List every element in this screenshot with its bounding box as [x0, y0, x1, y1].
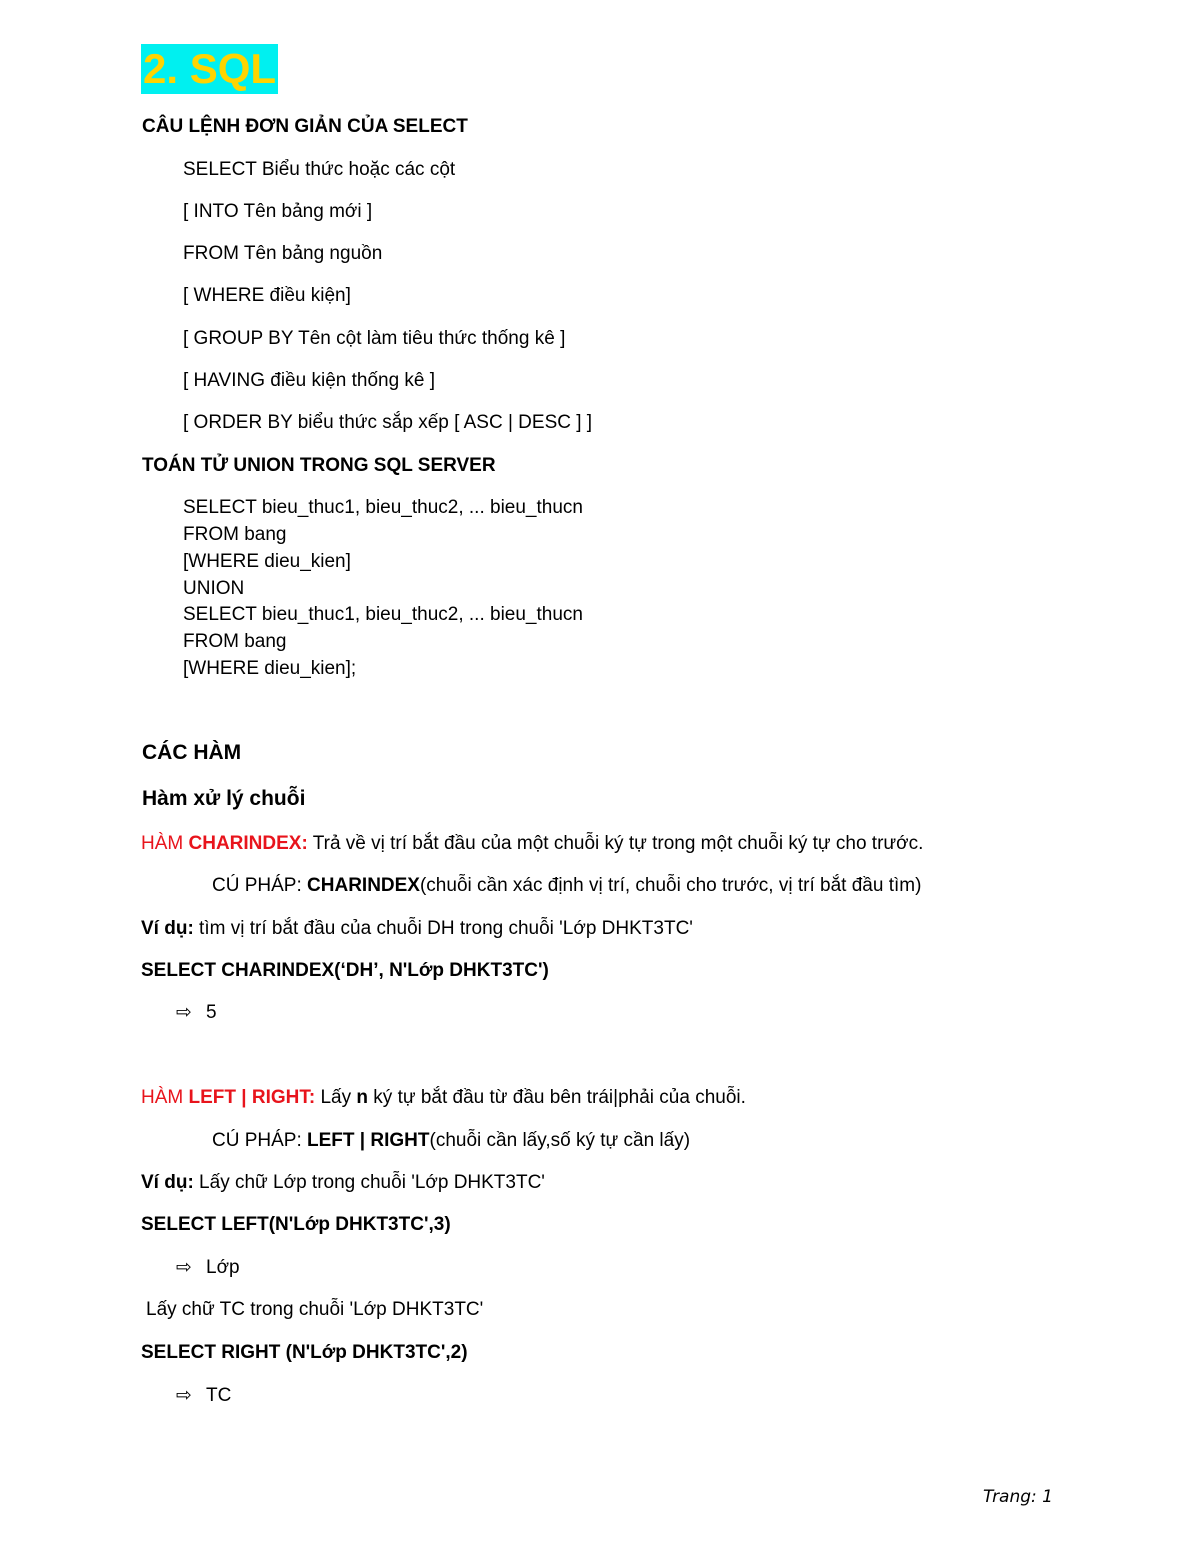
select-line: [ ORDER BY biểu thức sắp xếp [ ASC | DESC ] ]	[183, 412, 593, 433]
arrow-right-icon: ⇨	[176, 1257, 192, 1278]
leftright-description	[141, 1086, 746, 1110]
union-line: FROM bang	[183, 631, 287, 652]
syntax-name: LEFT | RIGHT	[307, 1130, 430, 1151]
syntax-args: (chuỗi cần xác định vị trí, chuỗi cho trước, vị trí bắt đầu tìm)	[419, 875, 922, 896]
arrow-right-icon: ⇨	[176, 1002, 192, 1023]
select-line: [ GROUP BY Tên cột làm tiêu thức thống kê ]	[183, 328, 566, 349]
union-line: [WHERE dieu_kien]	[183, 551, 351, 572]
charindex-prefix: HÀM	[141, 833, 189, 854]
select-line: [ HAVING điều kiện thống kê ]	[183, 370, 436, 391]
charindex-result	[176, 1001, 217, 1025]
syntax-args: (chuỗi cần lấy,số ký tự cần lấy)	[429, 1130, 691, 1151]
charindex-name: CHARINDEX:	[188, 833, 308, 854]
page-number: Trang: 1	[983, 1487, 1053, 1507]
arrow-right-icon: ⇨	[176, 1385, 192, 1406]
charindex-description	[141, 832, 923, 856]
charindex-example	[141, 917, 693, 941]
union-line: [WHERE dieu_kien];	[183, 658, 357, 679]
union-line: SELECT bieu_thuc1, bieu_thuc2, ... bieu_thucn	[183, 497, 583, 518]
leftright-desc-b: ký tự bắt đầu từ đầu bên trái|phải của chuỗi.	[368, 1087, 746, 1108]
leftright-desc-a: Lấy	[315, 1087, 357, 1108]
leftright-name: LEFT | RIGHT:	[188, 1087, 316, 1108]
syntax-label: CÚ PHÁP:	[212, 1130, 308, 1151]
example-label: Ví dụ:	[141, 918, 194, 939]
union-heading: TOÁN TỬ UNION TRONG SQL SERVER	[142, 455, 496, 476]
select-line: [ WHERE điều kiện]	[183, 285, 351, 306]
charindex-query: SELECT CHARINDEX(‘DH’, N'Lớp DHKT3TC')	[141, 960, 549, 981]
example-text: tìm vị trí bắt đầu của chuỗi DH trong chuỗi 'Lớp DHKT3TC'	[193, 918, 693, 939]
leftright-desc-n: n	[356, 1087, 369, 1108]
right-result	[176, 1384, 231, 1408]
union-line: UNION	[183, 578, 245, 599]
syntax-label: CÚ PHÁP:	[212, 875, 308, 896]
charindex-syntax	[212, 874, 921, 898]
select-line: [ INTO Tên bảng mới ]	[183, 201, 373, 222]
left-result	[176, 1256, 240, 1280]
leftright-syntax	[212, 1129, 690, 1153]
result-value: Lớp	[206, 1257, 240, 1278]
union-line: SELECT bieu_thuc1, bieu_thuc2, ... bieu_thucn	[183, 604, 583, 625]
select-heading: CÂU LỆNH ĐƠN GIẢN CỦA SELECT	[142, 116, 468, 137]
result-value: TC	[206, 1385, 232, 1406]
example-label: Ví dụ:	[141, 1172, 194, 1193]
example-text: Lấy chữ Lớp trong chuỗi 'Lớp DHKT3TC'	[193, 1172, 545, 1193]
leftright-example2: Lấy chữ TC trong chuỗi 'Lớp DHKT3TC'	[146, 1299, 484, 1320]
select-line: FROM Tên bảng nguồn	[183, 243, 383, 264]
left-query: SELECT LEFT(N'Lớp DHKT3TC',3)	[141, 1214, 451, 1235]
functions-subheading: Hàm xử lý chuỗi	[142, 787, 306, 810]
right-query: SELECT RIGHT (N'Lớp DHKT3TC',2)	[141, 1342, 468, 1363]
select-line: SELECT Biểu thức hoặc các cột	[183, 159, 456, 180]
union-line: FROM bang	[183, 524, 287, 545]
leftright-example	[141, 1171, 545, 1195]
functions-heading: CÁC HÀM	[142, 741, 242, 764]
page-title: 2. SQL	[143, 45, 277, 92]
leftright-prefix: HÀM	[141, 1087, 189, 1108]
result-value: 5	[206, 1002, 217, 1023]
charindex-desc: Trả về vị trí bắt đầu của một chuỗi ký tự trong một chuỗi ký tự cho trước.	[307, 833, 924, 854]
syntax-name: CHARINDEX	[307, 875, 420, 896]
